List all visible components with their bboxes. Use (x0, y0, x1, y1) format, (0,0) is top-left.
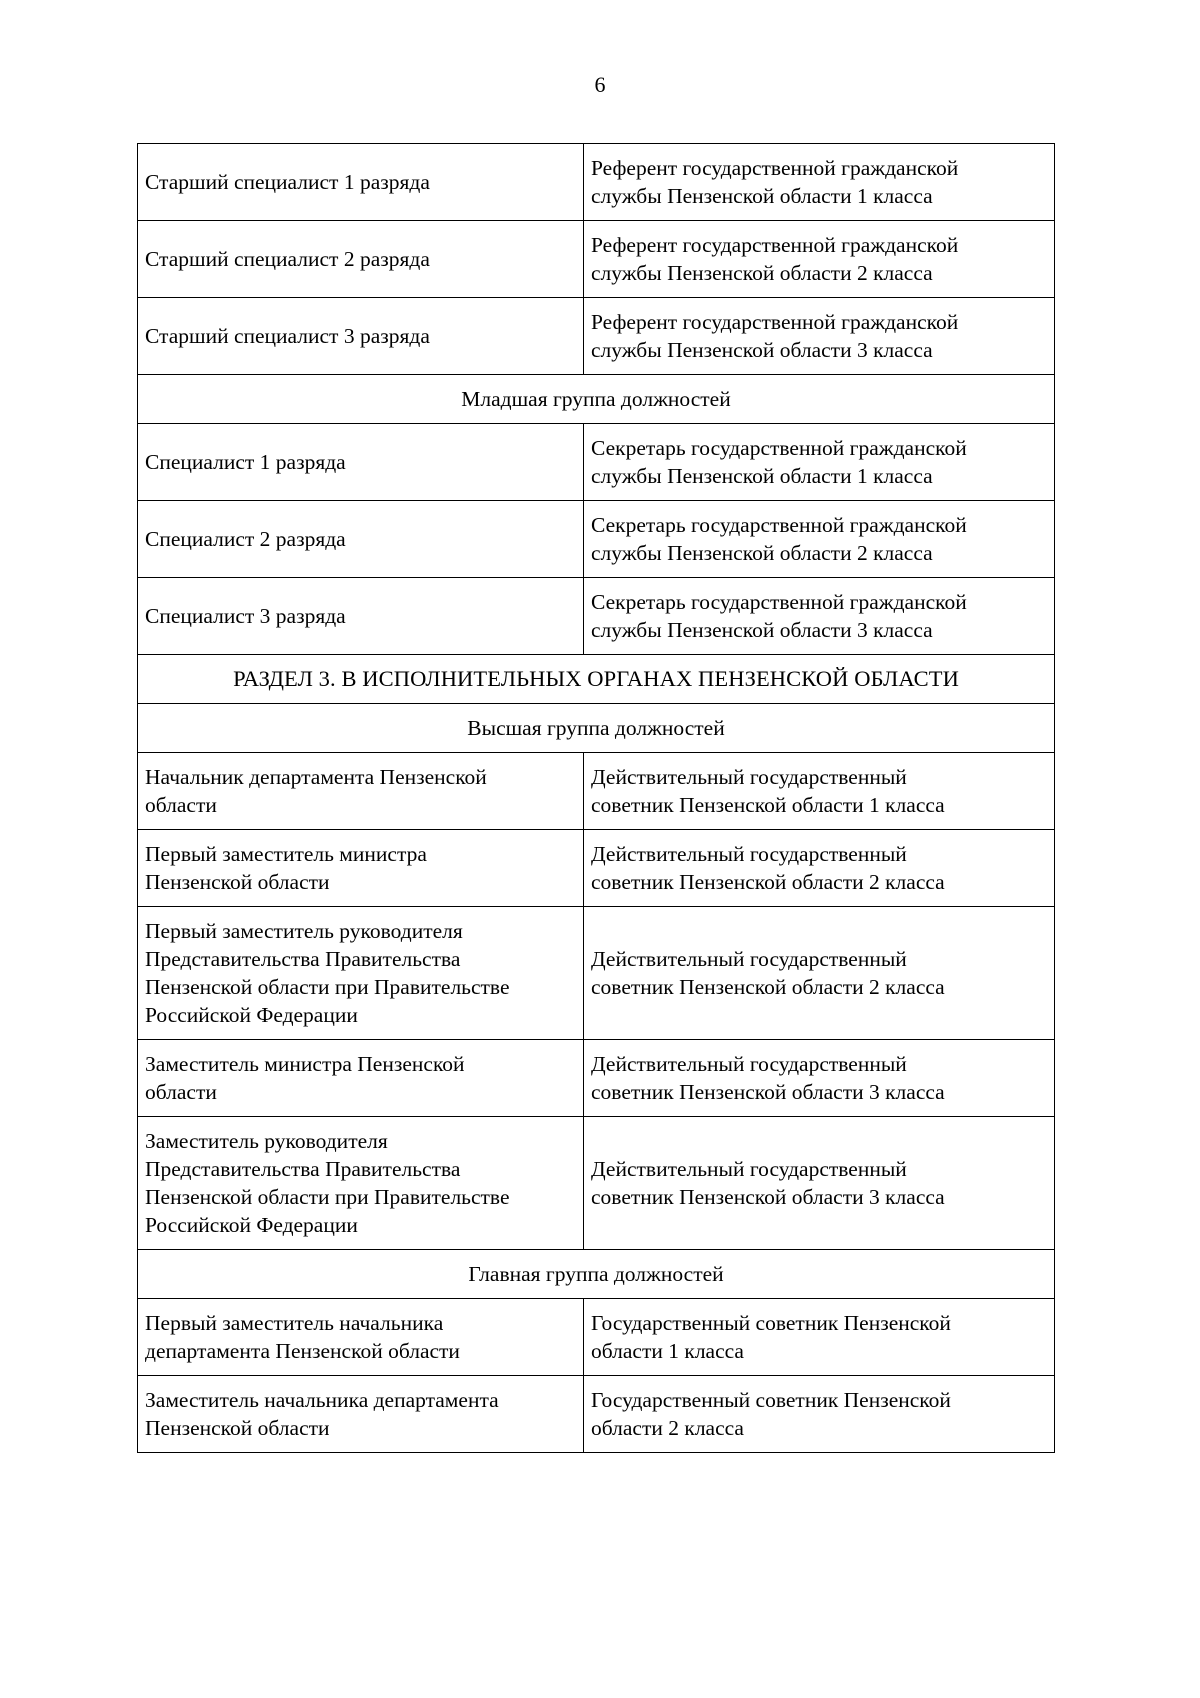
position-cell (138, 298, 584, 375)
rank-text: Референт государственной гражданской службы Пензенской области 1 класса (591, 156, 959, 208)
rank-text: Действительный государственный советник Пензенской области 2 класса (591, 842, 945, 894)
rank-cell (584, 830, 1055, 907)
position-text: Заместитель начальника департамента Пензенской области (145, 1388, 499, 1440)
rank-cell (584, 1040, 1055, 1117)
rank-text: Действительный государственный советник Пензенской области 3 класса (591, 1052, 945, 1104)
rank-text: Референт государственной гражданской службы Пензенской области 3 класса (591, 310, 959, 362)
group-header: Главная группа должностей (138, 1250, 1055, 1299)
table-row (138, 144, 1055, 221)
rank-text: Секретарь государственной гражданской службы Пензенской области 2 класса (591, 513, 967, 565)
table-row (138, 830, 1055, 907)
position-text: Начальник департамента Пензенской области (145, 765, 487, 817)
rank-text: Государственный советник Пензенской области 1 класса (591, 1311, 951, 1363)
rank-cell (584, 501, 1055, 578)
group-header-row (138, 1250, 1055, 1299)
rank-text: Референт государственной гражданской службы Пензенской области 2 класса (591, 233, 959, 285)
group-header: Младшая группа должностей (138, 375, 1055, 424)
group-header-row (138, 375, 1055, 424)
group-header-row (138, 704, 1055, 753)
table-row (138, 1117, 1055, 1250)
rank-text: Секретарь государственной гражданской службы Пензенской области 1 класса (591, 436, 967, 488)
table-row (138, 578, 1055, 655)
position-text: Заместитель руководителя Представительства Правительства Пензенской области при Правительстве Российской Федерации (145, 1129, 510, 1237)
table-row (138, 1040, 1055, 1117)
rank-cell (584, 221, 1055, 298)
position-cell (138, 424, 584, 501)
position-text: Специалист 3 разряда (145, 604, 346, 628)
position-cell (138, 1040, 584, 1117)
rank-text: Действительный государственный советник Пензенской области 3 класса (591, 1157, 945, 1209)
position-cell (138, 501, 584, 578)
positions-table (137, 143, 1055, 1453)
position-cell (138, 1117, 584, 1250)
rank-cell (584, 1299, 1055, 1376)
table-row (138, 1376, 1055, 1453)
rank-text: Действительный государственный советник Пензенской области 2 класса (591, 947, 945, 999)
group-header: Высшая группа должностей (138, 704, 1055, 753)
rank-text: Государственный советник Пензенской области 2 класса (591, 1388, 951, 1440)
rank-text: Секретарь государственной гражданской службы Пензенской области 3 класса (591, 590, 967, 642)
table-row (138, 753, 1055, 830)
rank-cell (584, 907, 1055, 1040)
position-cell (138, 1376, 584, 1453)
position-text: Первый заместитель министра Пензенской области (145, 842, 427, 894)
rank-text: Действительный государственный советник Пензенской области 1 класса (591, 765, 945, 817)
section-header-row (138, 655, 1055, 704)
rank-cell (584, 424, 1055, 501)
rank-cell (584, 578, 1055, 655)
rank-cell (584, 298, 1055, 375)
position-cell (138, 753, 584, 830)
position-text: Первый заместитель начальника департамента Пензенской области (145, 1311, 460, 1363)
table-row (138, 1299, 1055, 1376)
position-cell (138, 144, 584, 221)
position-text: Старший специалист 3 разряда (145, 324, 430, 348)
table-row (138, 221, 1055, 298)
position-cell (138, 1299, 584, 1376)
position-text: Специалист 2 разряда (145, 527, 346, 551)
rank-cell (584, 753, 1055, 830)
table-row (138, 424, 1055, 501)
rank-cell (584, 1376, 1055, 1453)
page-number: 6 (594, 72, 606, 97)
rank-cell (584, 144, 1055, 221)
position-cell (138, 907, 584, 1040)
position-text: Первый заместитель руководителя Представительства Правительства Пензенской области при Правительстве Российской Федерации (145, 919, 510, 1027)
section-header: РАЗДЕЛ 3. В ИСПОЛНИТЕЛЬНЫХ ОРГАНАХ ПЕНЗЕНСКОЙ ОБЛАСТИ (138, 655, 1055, 704)
position-text: Старший специалист 1 разряда (145, 170, 430, 194)
rank-cell (584, 1117, 1055, 1250)
position-text: Старший специалист 2 разряда (145, 247, 430, 271)
position-text: Заместитель министра Пензенской области (145, 1052, 465, 1104)
position-cell (138, 578, 584, 655)
position-cell (138, 830, 584, 907)
position-text: Специалист 1 разряда (145, 450, 346, 474)
position-cell (138, 221, 584, 298)
table-row (138, 298, 1055, 375)
table-row (138, 907, 1055, 1040)
table-row (138, 501, 1055, 578)
